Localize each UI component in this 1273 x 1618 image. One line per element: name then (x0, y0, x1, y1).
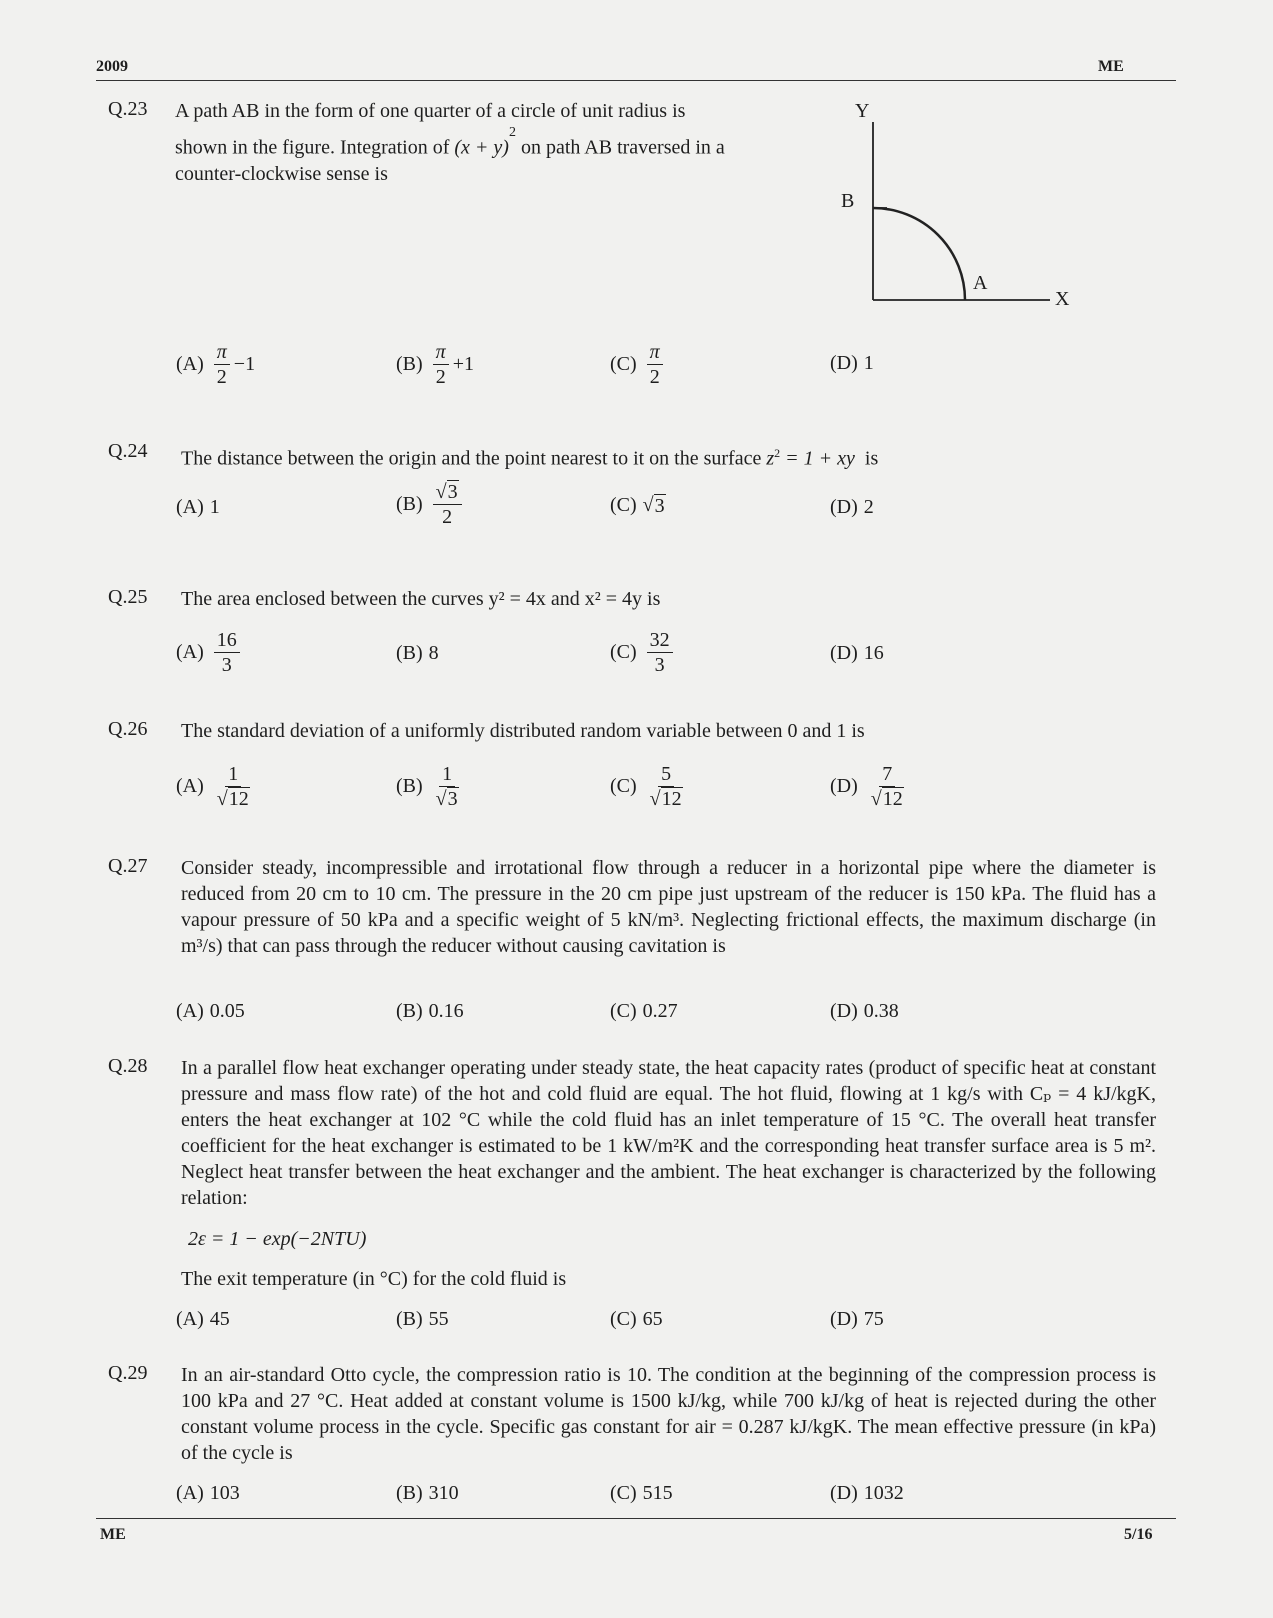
q27-text: Consider steady, incompressible and irrotational flow through a reducer in a horizontal pipe where the diameter is reduced from 20 cm to 10 cm. The pressure in the 20 cm pipe just upstream of the reducer is 150 kPa. The fluid has a vapour pressure of 50 kPa and a specific weight of 5 kN/m³. Neglecting frictional effects, the maximum discharge (in m³/s) that can pass through the reducer without causing cavitation is (181, 857, 1156, 957)
q25-text: The area enclosed between the curves y² = 4x and x² = 4y is (181, 588, 661, 610)
q26-number: Q.26 (108, 718, 148, 740)
q23-line2 (175, 125, 725, 161)
fig-x-label: X (1055, 288, 1070, 310)
q23-option-d[interactable]: (D) 1 (830, 352, 874, 374)
q25-option-d[interactable]: (D) 16 (830, 642, 884, 664)
q24-option-d[interactable]: (D) 2 (830, 496, 874, 518)
q23-expr: (x + y) (454, 136, 509, 159)
q23-number: Q.23 (108, 98, 148, 120)
q29-option-c[interactable]: (C) 515 (610, 1482, 673, 1504)
q23-line2a: shown in the figure. Integration of (175, 136, 450, 159)
q23-figure (835, 100, 1085, 315)
q28-question: The exit temperature (in °C) for the cold fluid is (181, 1268, 567, 1290)
q23-text (175, 98, 725, 187)
footer-rule (96, 1518, 1176, 1519)
q29-option-d[interactable]: (D) 1032 (830, 1482, 904, 1504)
q26-option-a[interactable]: (A) 1 √ 12 (176, 763, 249, 810)
q25-option-c[interactable]: (C) $\frac{32}{3}$ (610, 628, 677, 677)
footer-page: 5/16 (1124, 1526, 1153, 1543)
q24-option-b[interactable]: (B) √ 3 2 (396, 480, 466, 529)
q28-relation: 2ε = 1 − exp(−2NTU) (188, 1228, 367, 1250)
quarter-circle-diagram (835, 100, 1085, 315)
q26-text: The standard deviation of a uniformly distributed random variable between 0 and 1 is (181, 720, 865, 742)
q29-option-b[interactable]: (B) 310 (396, 1482, 459, 1504)
q28-option-a[interactable]: (A) 45 (176, 1308, 230, 1330)
q26-option-d[interactable]: (D) 7 √ 12 (830, 763, 903, 810)
q29-option-a[interactable]: (A) 103 (176, 1482, 240, 1504)
q27-number: Q.27 (108, 855, 148, 877)
q23-option-b[interactable]: (B) $\frac{\pi}{2}$ +1 (396, 341, 474, 388)
q24-number: Q.24 (108, 440, 148, 462)
header-rule (96, 80, 1176, 81)
q28-option-c[interactable]: (C) 65 (610, 1308, 663, 1330)
q27-option-d[interactable]: (D) 0.38 (830, 1000, 899, 1022)
q25-number: Q.25 (108, 586, 148, 608)
q28-option-b[interactable]: (B) 55 (396, 1308, 449, 1330)
q23-line1: A path AB in the form of one quarter of a circle of unit radius is (175, 100, 686, 122)
header-year: 2009 (96, 58, 128, 75)
q24-text: The distance between the origin and the point nearest to it on the surface $z^2 = 1$ + xy is (181, 446, 879, 470)
q28-number: Q.28 (108, 1055, 148, 1077)
q23-option-a[interactable]: (A) $\frac{\pi}{2}$ −1 (176, 341, 256, 388)
q29-text: In an air-standard Otto cycle, the compression ratio is 10. The condition at the beginning of the compression process is 100 kPa and 27 °C. Heat added at constant volume is 1500 kJ/kg, while 700 kJ/kg of heat is rejected during the other constant volume process in the cycle. Specific gas constant for air = 0.287 kJ/kgK. The mean effective pressure (in kPa) of the cycle is (181, 1364, 1156, 1464)
q28-text: In a parallel flow heat exchanger operating under steady state, the heat capacity rates (product of specific heat at constant pressure and mass flow rate) of the hot and cold fluid are equal. The hot fluid, flowing at 1 kg/s with Cₚ = 4 kJ/kgK, enters the heat exchanger at 102 °C while the cold fluid has an inlet temperature of 15 °C. The overall heat transfer coefficient for the heat exchanger is estimated to be 1 kW/m²K and the corresponding heat transfer surface area is 5 m². Neglect heat transfer between the heat exchanger and the ambient. The heat exchanger is characterized by the following relation: (181, 1057, 1156, 1209)
q24-option-a[interactable]: (A) 1 (176, 496, 220, 518)
header-code: ME (1098, 58, 1124, 75)
q24-option-c[interactable]: (C) √ 3 (610, 494, 665, 517)
q25-option-a[interactable]: (A) $\frac{16}{3}$ (176, 628, 244, 677)
q23-option-c[interactable]: (C) $\frac{\pi}{2}$ (610, 340, 667, 389)
fig-y-label: Y (855, 100, 870, 122)
footer-code: ME (100, 1526, 126, 1543)
q28-option-d[interactable]: (D) 75 (830, 1308, 884, 1330)
q27-option-b[interactable]: (B) 0.16 (396, 1000, 464, 1022)
q26-option-c[interactable]: (C) 5 √ 12 (610, 763, 682, 810)
q26-option-b[interactable]: (B) 1 √ 3 (396, 763, 458, 810)
q23-line3: counter-clockwise sense is (175, 162, 388, 185)
q23-exp: 2 (508, 125, 516, 140)
fig-a-label: A (973, 272, 988, 294)
q29-number: Q.29 (108, 1362, 148, 1384)
q23-line2b: on path AB traversed in a (520, 136, 725, 159)
q25-option-b[interactable]: (B) 8 (396, 642, 439, 664)
q27-option-a[interactable]: (A) 0.05 (176, 1000, 245, 1022)
fig-b-label: B (841, 190, 855, 212)
q27-option-c[interactable]: (C) 0.27 (610, 1000, 678, 1022)
